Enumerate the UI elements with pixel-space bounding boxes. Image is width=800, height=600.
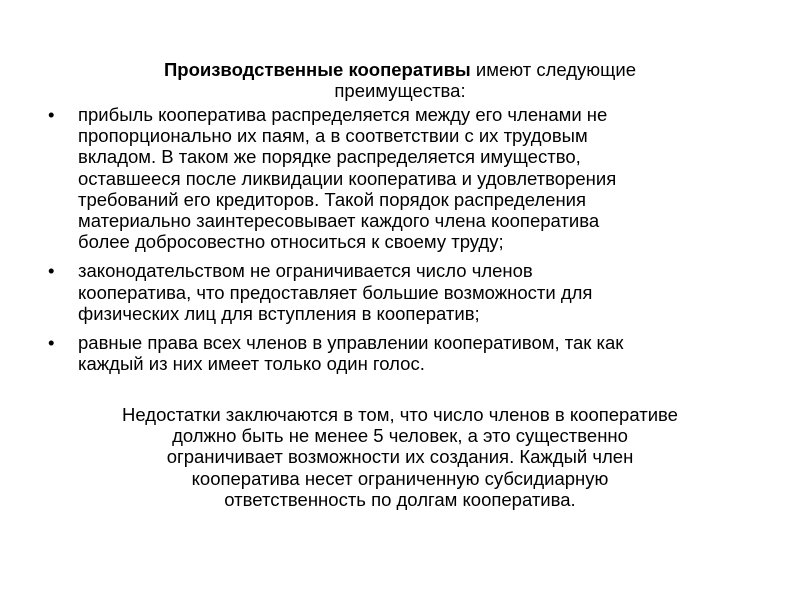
bullet-icon: •: [48, 260, 55, 282]
advantages-list: [48, 104, 748, 382]
list-item-line: более добросовестно относиться к своему труду;: [78, 231, 504, 253]
list-item-line: каждый из них имеет только один голос.: [78, 353, 425, 375]
outro-line: должно быть не менее 5 человек, а это существенно: [172, 425, 628, 447]
list-item-line: пропорционально их паям, а в соответствии с их трудовым: [78, 125, 588, 147]
bullet-icon: •: [48, 332, 55, 354]
list-item-line: физических лиц для вступления в кооператив;: [78, 302, 480, 324]
list-item-line: законодательством не ограничивается число членов: [78, 260, 533, 282]
list-item-line: вкладом. В таком же порядке распределяется имущество,: [78, 146, 581, 168]
list-item-line: требований его кредиторов. Такой порядок распределения: [78, 188, 587, 210]
list-item-line: равные права всех членов в управлении кооперативом, так как: [78, 332, 624, 354]
outro-line: ответственность по долгам кооператива.: [224, 488, 576, 510]
outro-line: Недостатки заключаются в том, что число членов в кооперативе: [122, 404, 678, 425]
list-item: [48, 260, 748, 324]
intro-bold-term: Производственные кооперативы: [163, 59, 471, 80]
list-item-line: материально заинтересовывает каждого члена кооператива: [78, 210, 600, 232]
bullet-icon: •: [48, 104, 55, 125]
list-item-line: кооператива, что предоставляет большие возможности для: [78, 281, 593, 303]
list-item: [48, 104, 748, 252]
list-item-line: оставшееся после ликвидации кооператива и удовлетворения: [78, 167, 617, 189]
intro-paragraph: [100, 59, 700, 101]
list-item: [48, 332, 748, 374]
list-item-line: прибыль кооператива распределяется между его членами не: [78, 104, 608, 125]
outro-line: ограничивает возможности их создания. Каждый член: [166, 446, 634, 468]
outro-line: кооператива несет ограниченную субсидиарную: [191, 467, 609, 489]
disadvantages-paragraph: [40, 404, 760, 510]
intro-rest: имеют следующие преимущества:: [334, 59, 637, 102]
